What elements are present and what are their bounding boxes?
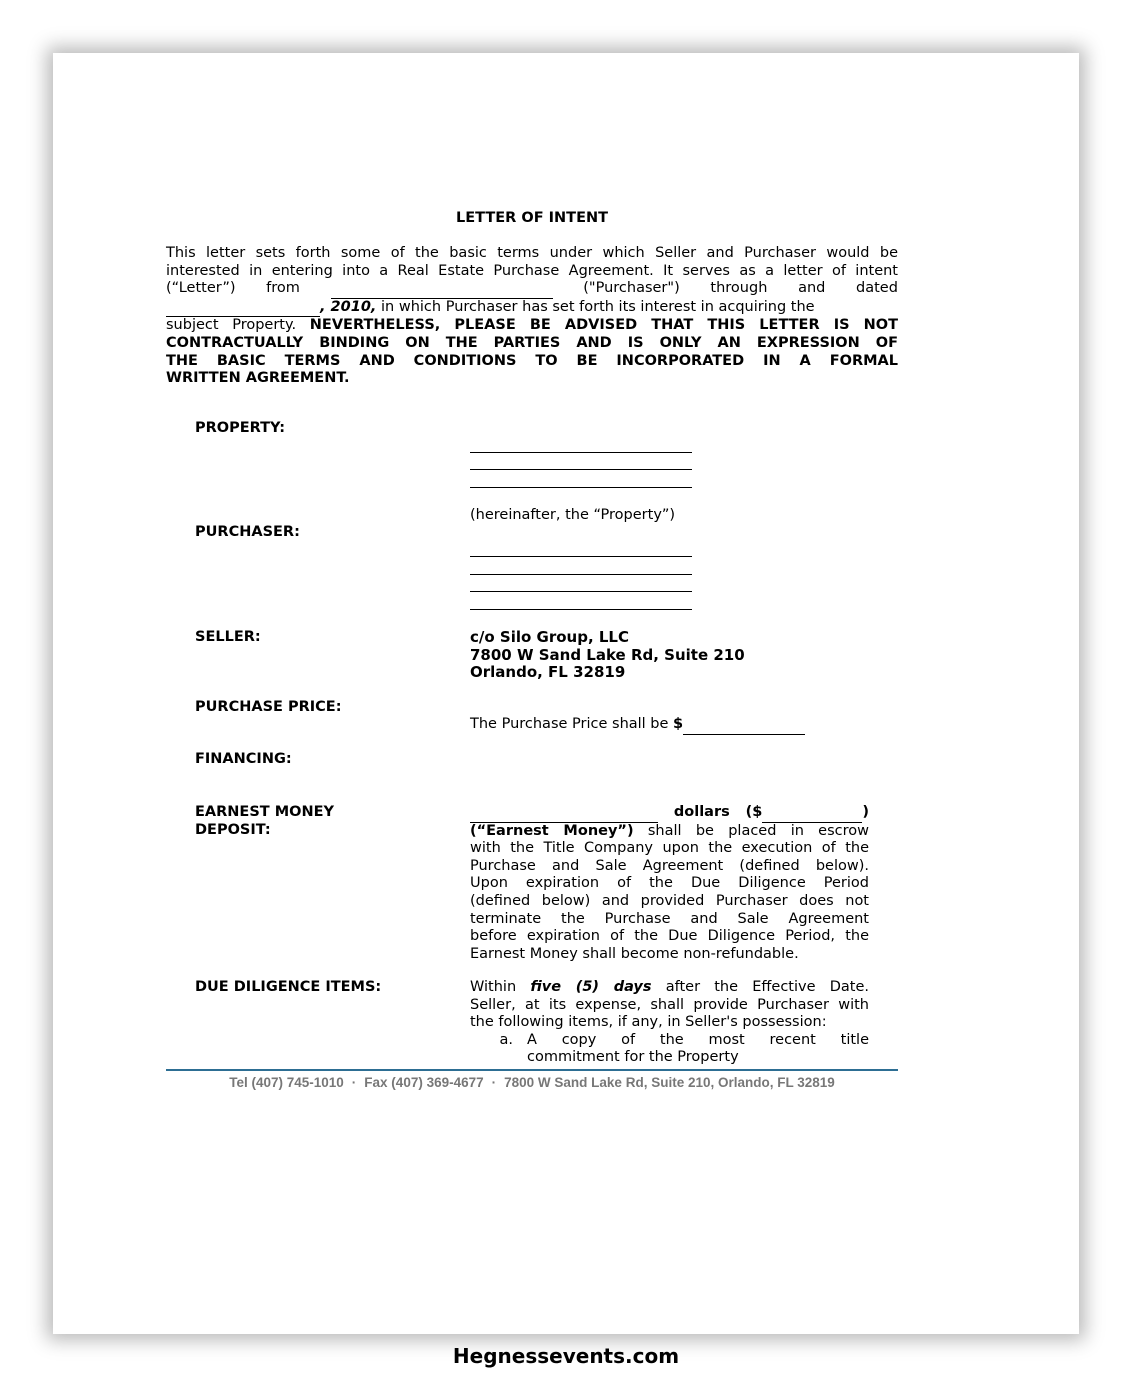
footer-contact: Tel (407) 745-1010 · Fax (407) 369-4677 · 7800 W Sand Lake Rd, Suite 210, Orlando, FL 32819	[229, 1075, 835, 1090]
earnest-money-label: EARNEST MONEY DEPOSIT:	[195, 804, 335, 838]
footer-divider	[166, 1069, 898, 1071]
purchase-price-text: The Purchase Price shall be $	[470, 716, 805, 735]
intro-line-8: WRITTEN AGREEMENT.	[166, 370, 350, 387]
earnest-first-row: dollars ($ )	[470, 804, 869, 823]
due-diligence-item-a: a. A copy of the most recent title commitment for the Property	[499, 1031, 869, 1066]
intro-paragraph	[166, 245, 898, 388]
purchaser-blank-3[interactable]	[470, 591, 692, 592]
intro-line-1: This letter sets forth some of the basic terms under which Seller and Purchaser would be	[166, 245, 898, 261]
blank-seller-name[interactable]	[331, 280, 553, 299]
intro-line-7: THE BASIC TERMS AND CONDITIONS TO BE INCORPORATED IN A FORMAL	[166, 352, 898, 369]
intro-line-3: (“Letter”) from ("Purchaser") through and dated	[166, 280, 898, 299]
intro-line-6: CONTRACTUALLY BINDING ON THE PARTIES AND IS ONLY AN EXPRESSION OF	[166, 334, 898, 351]
footer-tel: Tel (407) 745-1010	[229, 1075, 344, 1090]
footer-fax: Fax (407) 369-4677	[364, 1075, 484, 1090]
purchaser-blank-1[interactable]	[470, 556, 692, 557]
intro-line-5: subject Property. NEVERTHELESS, PLEASE BE ADVISED THAT THIS LETTER IS NOT	[166, 317, 899, 334]
footer-address: 7800 W Sand Lake Rd, Suite 210, Orlando, FL 32819	[504, 1075, 835, 1090]
due-diligence-label: DUE DILIGENCE ITEMS:	[195, 979, 382, 995]
purchaser-blank-2[interactable]	[470, 574, 692, 575]
purchase-price-label: PURCHASE PRICE:	[195, 699, 342, 715]
seller-label: SELLER:	[195, 629, 261, 645]
purchase-price-blank[interactable]	[683, 716, 805, 735]
blank-date[interactable]	[166, 299, 320, 318]
property-label: PROPERTY:	[195, 420, 286, 436]
seller-address: c/o Silo Group, LLC 7800 W Sand Lake Rd, Suite 210 Orlando, FL 32819	[470, 628, 745, 682]
intro-line-2: interested in entering into a Real Estate Purchase Agreement. It serves as a letter of intent	[166, 262, 898, 279]
property-blank-3[interactable]	[470, 487, 692, 488]
document-title: LETTER OF INTENT	[455, 210, 608, 226]
due-diligence-paragraph: Within five (5) days after the Effective Date. Seller, at its expense, shall provide Purchaser with the following items, if any, in Seller's possession: a. A copy of the most recent title commitment for the Property	[470, 979, 869, 1066]
earnest-money-paragraph: dollars ($ ) (“Earnest Money”) shall be placed in escrow with the Title Company upon the execution of the Purchase and Sale Agreement (defined below). Upon expiration of the Due Diligence Period (defined below) and provided Purchaser does not terminate the Purchase and Sale Agreement before expiration of the Due Diligence Period, the Earnest Money shall become non-refundable.	[470, 804, 870, 962]
earnest-words-blank[interactable]	[470, 804, 658, 823]
earnest-amount-blank[interactable]	[762, 804, 862, 823]
property-blank-2[interactable]	[470, 469, 692, 470]
financing-label: FINANCING:	[195, 751, 292, 767]
property-blank-1[interactable]	[470, 452, 692, 453]
intro-line-4: , 2010, in which Purchaser has set forth its interest in acquiring the	[166, 299, 898, 318]
watermark-site: Hegnessevents.com	[452, 1344, 680, 1368]
property-note: (hereinafter, the “Property”)	[470, 507, 676, 523]
purchaser-blank-4[interactable]	[470, 609, 692, 610]
purchaser-label: PURCHASER:	[195, 524, 300, 540]
